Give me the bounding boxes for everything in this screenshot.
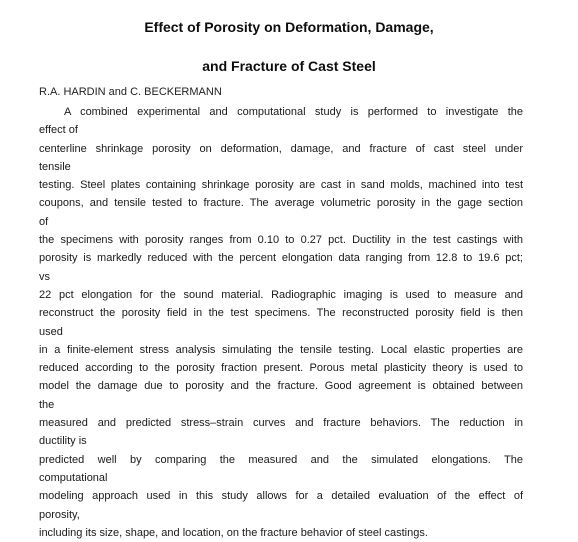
abstract-line: A combined experimental and computational study is performed to investigate the — [64, 106, 523, 118]
abstract-line: computational — [39, 471, 108, 484]
title-line-2: and Fracture of Cast Steel — [202, 58, 376, 74]
abstract-line: reduced according to the porosity fraction present. Porous metal plasticity theory is used to — [39, 362, 523, 375]
abstract-line: the — [39, 398, 55, 411]
abstract-line: vs — [39, 270, 50, 283]
abstract-line: reconstruct the porosity field in the test specimens. The reconstructed porosity field is then — [39, 307, 523, 320]
abstract-line: the specimens with porosity ranges from 0.10 to 0.27 pct. Ductility in the test castings with — [39, 234, 523, 247]
abstract-line: testing. Steel plates containing shrinkage porosity are cast in sand molds, machined into test — [39, 179, 523, 192]
abstract-line: porosity, — [39, 508, 80, 521]
abstract-line: measured and predicted stress–strain curves and fracture behaviors. The reduction in — [39, 417, 523, 430]
abstract-line: predicted well by comparing the measured and the simulated elongations. The — [39, 453, 523, 466]
abstract-line: in a finite-element stress analysis simulating the tensile testing. Local elastic properties are — [39, 343, 523, 356]
abstract-line: coupons, and tensile tested to fracture. The average volumetric porosity in the gage section — [39, 197, 523, 210]
abstract-line: 22 pct elongation for the sound material. Radiographic imaging is used to measure and — [39, 288, 523, 301]
abstract-line: used — [39, 325, 63, 338]
abstract-line: model the damage due to porosity and the fracture. Good agreement is obtained between — [39, 380, 523, 393]
abstract-line: porosity is markedly reduced with the percent elongation data ranging from 12.8 to 19.6 pct; — [39, 252, 523, 265]
abstract-line: ductility is — [39, 435, 87, 448]
abstract-line: modeling approach used in this study allows for a detailed evaluation of the effect of — [39, 490, 523, 503]
abstract-line: of — [39, 215, 49, 228]
abstract-text — [39, 103, 523, 542]
abstract-line: centerline shrinkage porosity on deformation, damage, and fracture of cast steel under — [39, 142, 523, 155]
abstract-line: including its size, shape, and location, on the fracture behavior of steel castings. — [39, 526, 428, 539]
title-line-1: Effect of Porosity on Deformation, Damage, — [144, 19, 434, 35]
authors: R.A. HARDIN and C. BECKERMANN — [39, 86, 222, 98]
abstract-line: effect of — [39, 124, 78, 137]
abstract-line: tensile — [39, 160, 71, 173]
